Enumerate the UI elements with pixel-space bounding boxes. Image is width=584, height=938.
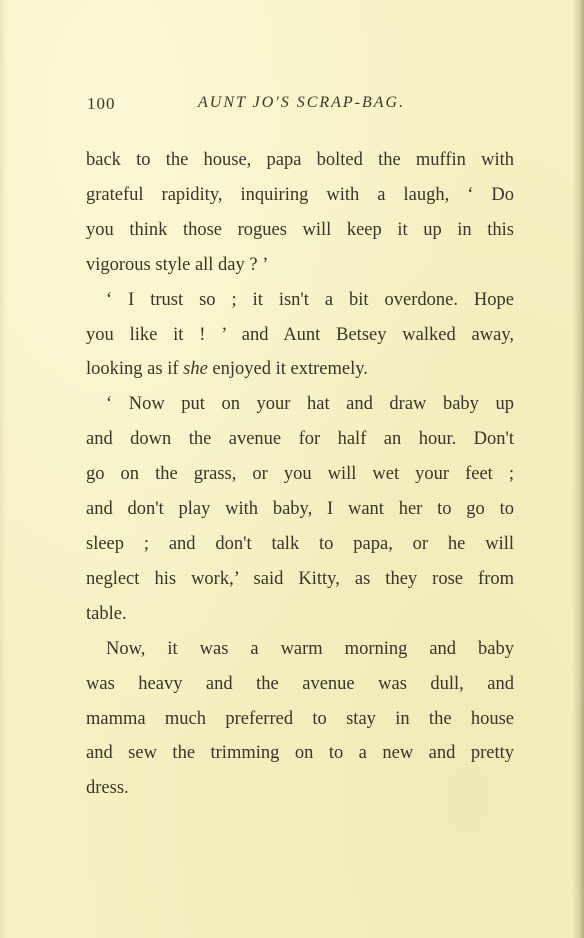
paragraph-2 bbox=[86, 283, 514, 388]
text-line bbox=[86, 352, 514, 387]
emphasis-text: she bbox=[183, 359, 208, 380]
body-text bbox=[86, 143, 514, 806]
text-line: grateful rapidity, inquiring with a laugh, ‘ Do bbox=[86, 184, 514, 205]
text-line: and sew the trimming on to a new and pretty bbox=[86, 743, 514, 764]
text-line: neglect his work,’ said Kitty, as they rose from bbox=[86, 568, 514, 589]
text-line: ‘ I trust so ; it isn't a bit overdone. Hope bbox=[106, 289, 514, 310]
text-line: table. bbox=[86, 603, 127, 624]
text-line: mamma much preferred to stay in the house bbox=[86, 708, 514, 729]
paragraph-4 bbox=[86, 632, 514, 807]
text-run: looking as if bbox=[86, 359, 184, 380]
text-line: sleep ; and don't talk to papa, or he will bbox=[86, 533, 514, 554]
text-line: vigorous style all day ? ’ bbox=[86, 254, 269, 275]
text-line: and don't play with baby, I want her to go to bbox=[86, 499, 514, 520]
text-line: was heavy and the avenue was dull, and bbox=[86, 673, 514, 694]
text-line: Now, it was a warm morning and baby bbox=[106, 638, 514, 659]
text-run: enjoyed it extremely. bbox=[207, 359, 368, 380]
running-title: AUNT JO'S SCRAP-BAG. bbox=[198, 94, 406, 111]
page-number: 100 bbox=[87, 94, 116, 113]
text-line: you like it ! ’ and Aunt Betsey walked away, bbox=[86, 324, 514, 345]
paragraph-3 bbox=[86, 387, 514, 631]
page-right-edge bbox=[572, 0, 584, 938]
text-line: go on the grass, or you will wet your feet ; bbox=[86, 464, 514, 485]
page-left-edge bbox=[0, 0, 6, 938]
text-line: dress. bbox=[86, 778, 129, 799]
running-header bbox=[87, 94, 517, 118]
text-line: ‘ Now put on your hat and draw baby up bbox=[106, 394, 514, 415]
text-line: you think those rogues will keep it up in this bbox=[86, 219, 514, 240]
paragraph-1 bbox=[86, 143, 514, 283]
text-line: and down the avenue for half an hour. Don't bbox=[86, 429, 514, 450]
text-line: back to the house, papa bolted the muffin with bbox=[86, 150, 514, 170]
